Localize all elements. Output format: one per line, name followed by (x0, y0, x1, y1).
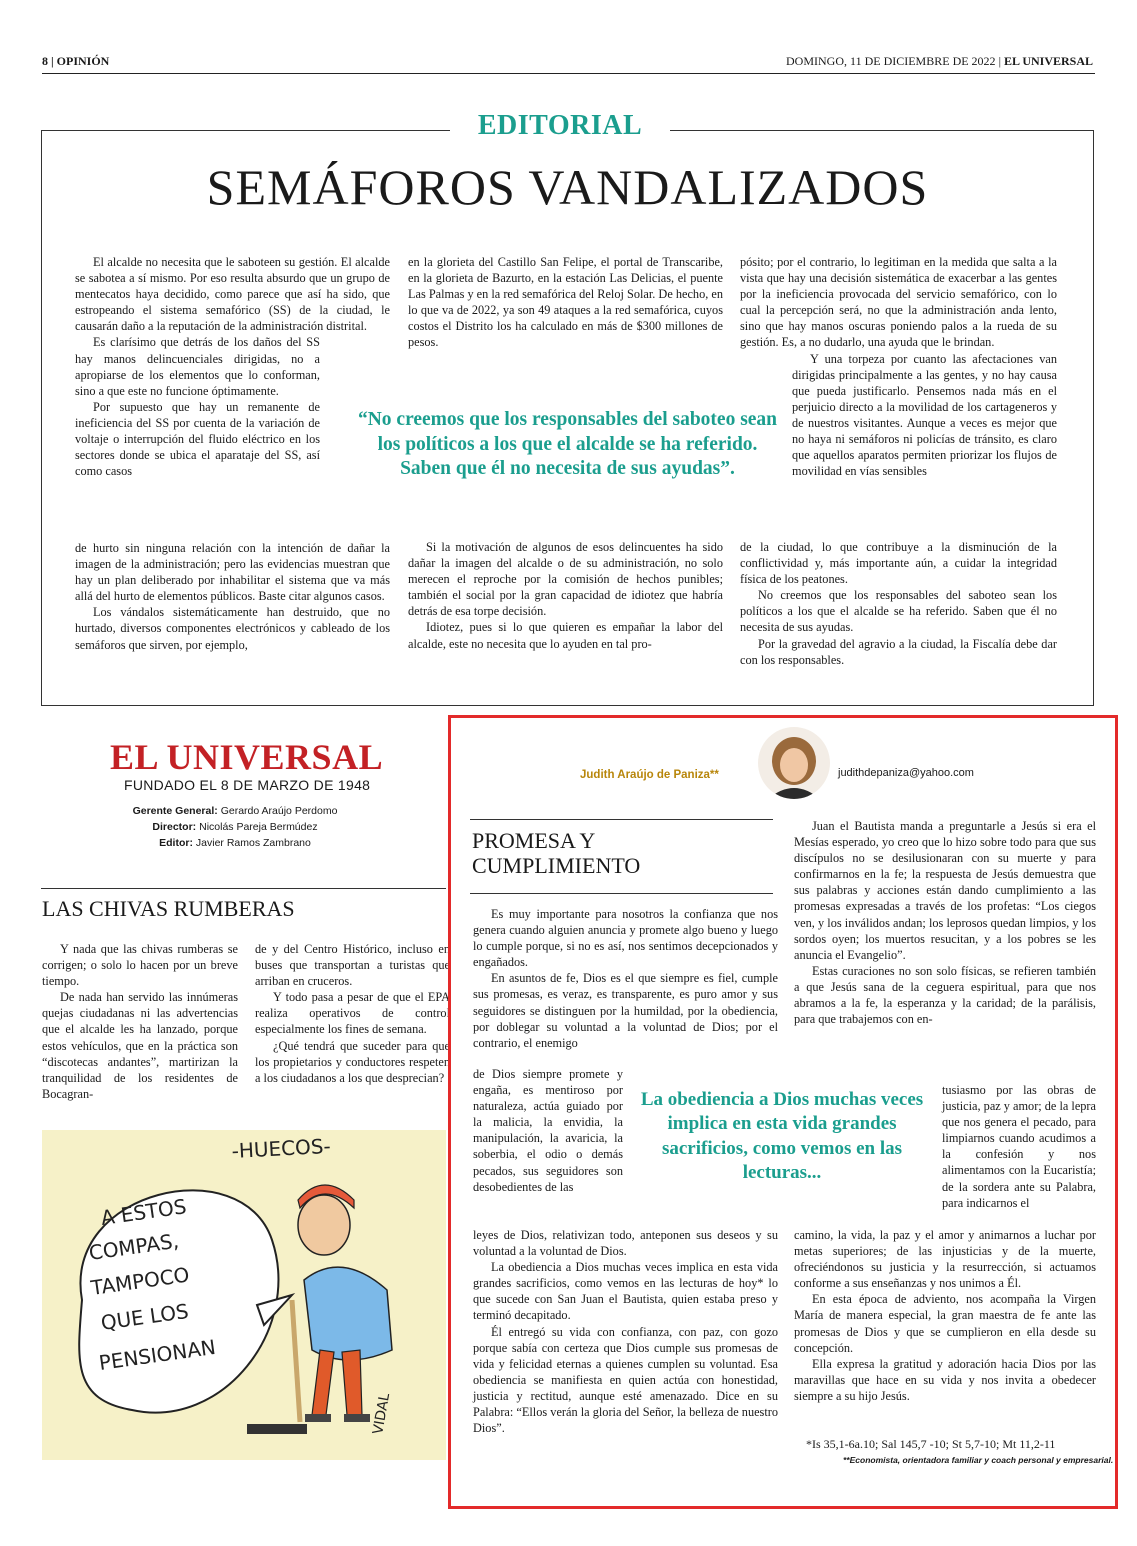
header-rule (42, 73, 1095, 74)
staff-line: Editor: Javier Ramos Zambrano (159, 837, 311, 849)
editorial-column-3b (740, 539, 1057, 668)
staff-line: Gerente General: Gerardo Araújo Perdomo (132, 805, 338, 817)
editorial-cartoon (42, 1130, 446, 1460)
editorial-column-1b (75, 540, 390, 653)
cartoon-title: -HUECOS- (231, 1133, 332, 1163)
editorial-column-3a (740, 254, 1057, 479)
editorial-headline: SEMÁFOROS VANDALIZADOS (206, 159, 929, 215)
paragraph: Es muy importante para nosotros la confianza que nos genera cuando alguien anuncia y promete algo bueno y luego lo cumple porque, si no es así, nos sentimos decepcionados y engañados. (473, 907, 778, 970)
column-text-1b (473, 1066, 623, 1195)
svg-text:A ESTOS: A ESTOS (99, 1194, 188, 1230)
column-text-1a (473, 906, 778, 1051)
column-text-2a (794, 818, 1096, 1027)
author-photo (758, 727, 830, 799)
page-number: 8 (42, 54, 48, 68)
paragraph: Por supuesto que hay un remanente de ineficiencia del SS por cuenta de la variación de voltaje o interrupción del fluido eléctrico en los sectores donde se ubica el aparataje del SS, así como casos (75, 399, 320, 479)
paragraph: leyes de Dios, relativizan todo, anteponen sus deseos y su voluntad a la voluntad de Dios. (473, 1228, 778, 1259)
paragraph: camino, la vida, la paz y el amor y animarnos a luchar por metas superiores; de las injusticias y de la muerte, ofreciéndonos su justicia y la resurrección, si actuamos conforme a sus enseñanzas y nos unimos a Él. (794, 1228, 1096, 1291)
paragraph: Por la gravedad del agravio a la ciudad, la Fiscalía debe dar con los responsables. (740, 636, 1057, 667)
paragraph: ¿Qué tendrá que suceder para que los propietarios y conductores respeten a los ciudadanos a los que desprecian? (255, 1038, 450, 1085)
title-rule (470, 819, 773, 820)
manhole (247, 1424, 307, 1434)
paragraph: Si la motivación de algunos de esos delincuentes ha sido dañar la imagen del alcalde o de su administración, no solo merecen el reproche por la comisión de hechos punibles; también el social por la gran capacidad de idiotez que habría detrás de esa torpe decisión. (408, 540, 723, 619)
title-rule (470, 893, 773, 894)
paragraph: Es clarísimo que detrás de los daños del SS hay manos delincuenciales dirigidas, no a apropiarse de los elementos que lo conforman, sino a que este no funcione óptimamente. (75, 335, 320, 398)
masthead-founded: FUNDADO EL 8 DE MARZO DE 1948 (124, 777, 371, 793)
column-text-1c (473, 1227, 778, 1436)
editorial-column-1a (75, 254, 390, 479)
editorial-column-2a (408, 254, 723, 351)
author-email[interactable]: judithdepaniza@yahoo.com (838, 767, 974, 779)
paragraph: Juan el Bautista manda a preguntarle a Jesús si era el Mesías esperado, yo creo que lo hizo sobre todo para que sus discípulos no se desilusionaran con su muerte y para confirmarnos en la fe; la respuesta de Jesús demuestra que sus palabras y acciones están dando cumplimiento a las promesas expresadas a través de los profetas: “Los ciegos ven, y los inválidos andan; los leprosos quedan limpios, y los sordos oyen; los muertos resucitan, y a los pobres se les anuncia el Evangelio”. (794, 819, 1096, 962)
section-rule (41, 888, 446, 889)
editorial-label: EDITORIAL (450, 110, 670, 142)
staff-line: Director: Nicolás Pareja Bermúdez (152, 821, 318, 833)
paragraph: Y todo pasa a pesar de que el EPA realiza operativos de control especialmente los fines de semana. (255, 990, 450, 1037)
paragraph: El alcalde no necesita que le saboteen su gestión. El alcalde se sabotea a sí mismo. Por eso resulta absurdo que un grupo de mentecatos haya decidido, como parece que así ha sido, que estropeando el sistema semafórico (SS) de la ciudad, le causarán daño a la reputación de la administración distrital. (75, 255, 390, 334)
paragraph: Él entregó su vida con confianza, con paz, con gozo porque sabía con certeza que Dios cumple sus promesas de vida y felicidad eternas a quienes cumplen su voluntad. Esa obediencia se manifiesta en quien actúa con honestidad, justicia y rectitud, aunque esté amenazado. Dice en su Palabra: “Ellos verán la gloria del Señor, la belleza de nuestro Dios”. (473, 1324, 778, 1436)
column-pull-quote: La obediencia a Dios muchas veces implica en esta vida grandes sacrificios, como vemos en las lecturas... (640, 1089, 924, 1183)
author-name: Judith Araújo de Paniza** (580, 769, 719, 781)
svg-text:TAMPOCO: TAMPOCO (89, 1262, 191, 1300)
section-name: OPINIÓN (56, 54, 110, 68)
paragraph: La obediencia a Dios muchas veces implica en esta vida grandes sacrificios, como vemos en las lecturas de hoy* lo que sucede con San Juan el Bautista, quien estaba preso y terminó decapitado. (473, 1260, 778, 1323)
paragraph: De nada han servido las innúmeras quejas ciudadanas ni las advertencias que el alcalde les ha lanzado, porque estos vehículos, que en la práctica son “discotecas andantes”, martirizan la tranquilidad de los residentes de Bocagran- (42, 990, 238, 1101)
editorial-pull-quote: “No creemos que los responsables del saboteo sean los políticos a los que el alcalde se ha referido. Saben que él no necesita de sus ayudas”. (357, 409, 778, 479)
paragraph: En asuntos de fe, Dios es el que siempre es fiel, cumple sus promesas, es veraz, es transparente, es puro amor y sus seguidores se distinguen por la humildad, por la obediencia, por doblegar su voluntad a la voluntad de Dios; por el contrario, el enemigo (473, 971, 778, 1050)
paragraph: Y nada que las chivas rumberas se corrigen; o solo lo hacen por un breve tiempo. (42, 942, 238, 989)
paragraph: Ella expresa la gratitud y adoración hacia Dios por las maravillas que hace en su vida y nos invita a obedecer siempre a su hijo Jesús. (794, 1356, 1096, 1403)
chivas-column-1 (42, 941, 238, 1102)
paragraph: En esta época de adviento, nos acompaña la Virgen María de manera especial, la gran maestra de fe ante las promesas de Dios y que se cumplieron en ella desde su concepción. (794, 1292, 1096, 1355)
column-text-2b (942, 1082, 1096, 1211)
author-footnote: **Economista, orientadora familiar y coach personal y empresarial. (843, 1455, 1114, 1465)
paragraph: Idiotez, pues si lo que quieren es empañar la labor del alcalde, este no necesita que lo ayuden en tal pro- (408, 620, 723, 651)
page-folio: 8 | OPINIÓN (42, 54, 110, 68)
paragraph: de Dios siempre promete y engaña, es mentiroso por naturaleza, actúa guiado por la malicia, la envidia, la manipulación, la avaricia, la soberbia, el odio o demás pecados, sus seguidores son desobedientes de las (473, 1067, 623, 1194)
bible-references: *Is 35,1-6a.10; Sal 145,7 -10; St 5,7-10; Mt 11,2-11 (806, 1437, 1056, 1451)
paragraph: tusiasmo por las obras de justicia, paz y amor; de la lepra que nos genera el pecado, para limpiarnos cuando acudimos a la confesión y nos alimentamos con la Eucaristía; de la sordera ante su Palabra, para indicarnos el (942, 1083, 1096, 1210)
editorial-column-2b (408, 539, 723, 652)
masthead-logo: EL UNIVERSAL (110, 737, 384, 777)
paragraph: No creemos que los responsables del saboteo sean los políticos a los que el alcalde se ha referido. Saben que él no necesita de sus ayudas. (740, 588, 1057, 635)
paragraph: de y del Centro Histórico, incluso en buses que transportan a turistas que arriban en cruceros. (255, 942, 450, 989)
publication-name: EL UNIVERSAL (1003, 54, 1093, 68)
dateline: DOMINGO, 11 DE DICIEMBRE DE 2022 | EL UNIVERSAL (786, 54, 1093, 68)
cartoon-signature: VIDAL (370, 1391, 394, 1436)
paragraph: Y una torpeza por cuanto las afectaciones van dirigidas principalmente a las gentes, y no hay causa que pueda justificarlo. Pensemos nada más en el perjuicio directo a la movilidad de los cartageneros y de nuestros visitantes. Aunque a veces es mejor que no haya ni semáforos ni policías de tránsito, es claro que aquellos aparatos permiten priorizar los flujos de movilidad en vías sensibles (792, 351, 1057, 479)
chivas-headline: LAS CHIVAS RUMBERAS (42, 896, 295, 921)
column-text-2c (794, 1227, 1096, 1404)
paragraph: de la ciudad, lo que contribuye a la disminución de la conflictividad y, más importante aún, a cuidar la integridad física de los peatones. (740, 540, 1057, 587)
issue-date: DOMINGO, 11 DE DICIEMBRE DE 2022 (786, 54, 996, 68)
paragraph: de hurto sin ninguna relación con la intención de dañar la imagen de la administración; pero las evidencias muestran que hay un plan deliberado por inhabilitar el sistema que va más allá del hurto de elementos públicos. Baste citar algunos casos. (75, 541, 390, 604)
paragraph: pósito; por el contrario, lo legitiman en la medida que salta a la vista que hay una decisión sistemática de exacerbar a las gentes por la ineficiencia provocada del servicio semafórico, con lo cual la percepción será, no que la administración anda lento, sino que hay manos oscuras poniendo palos a la rueda de su gestión. Es, a no dudarlo, una ayuda que le brindan. (740, 255, 1057, 350)
paragraph: Los vándalos sistemáticamente han destruido, que no hurtado, diversos componentes electrónicos y cableado de los semáforos que sirven, por ejemplo, (75, 605, 390, 652)
chivas-column-2 (255, 941, 450, 1121)
paragraph: Estas curaciones no son solo físicas, se refieren también a que Jesús sana de la ceguera espiritual, para que nos abramos a la fe, la esperanza y la caridad; de la parálisis, para que trabajemos con en- (794, 963, 1096, 1027)
paragraph: en la glorieta del Castillo San Felipe, el portal de Transcaribe, en la glorieta de Bazurto, en la estación Las Delicias, el puente Las Palmas y en la red semafórica del Reloj Solar. De hecho, en lo que va de 2022, ya son 49 ataques a la red semafórica, cuyos costos el Distrito los ha calculado en más de $300 millones de pesos. (408, 255, 723, 350)
svg-text:PENSIONAN: PENSIONAN (97, 1334, 218, 1375)
svg-text:QUE LOS: QUE LOS (99, 1298, 191, 1335)
svg-text:COMPAS,: COMPAS, (87, 1228, 181, 1265)
column-headline: PROMESA Y CUMPLIMIENTO (472, 828, 641, 878)
